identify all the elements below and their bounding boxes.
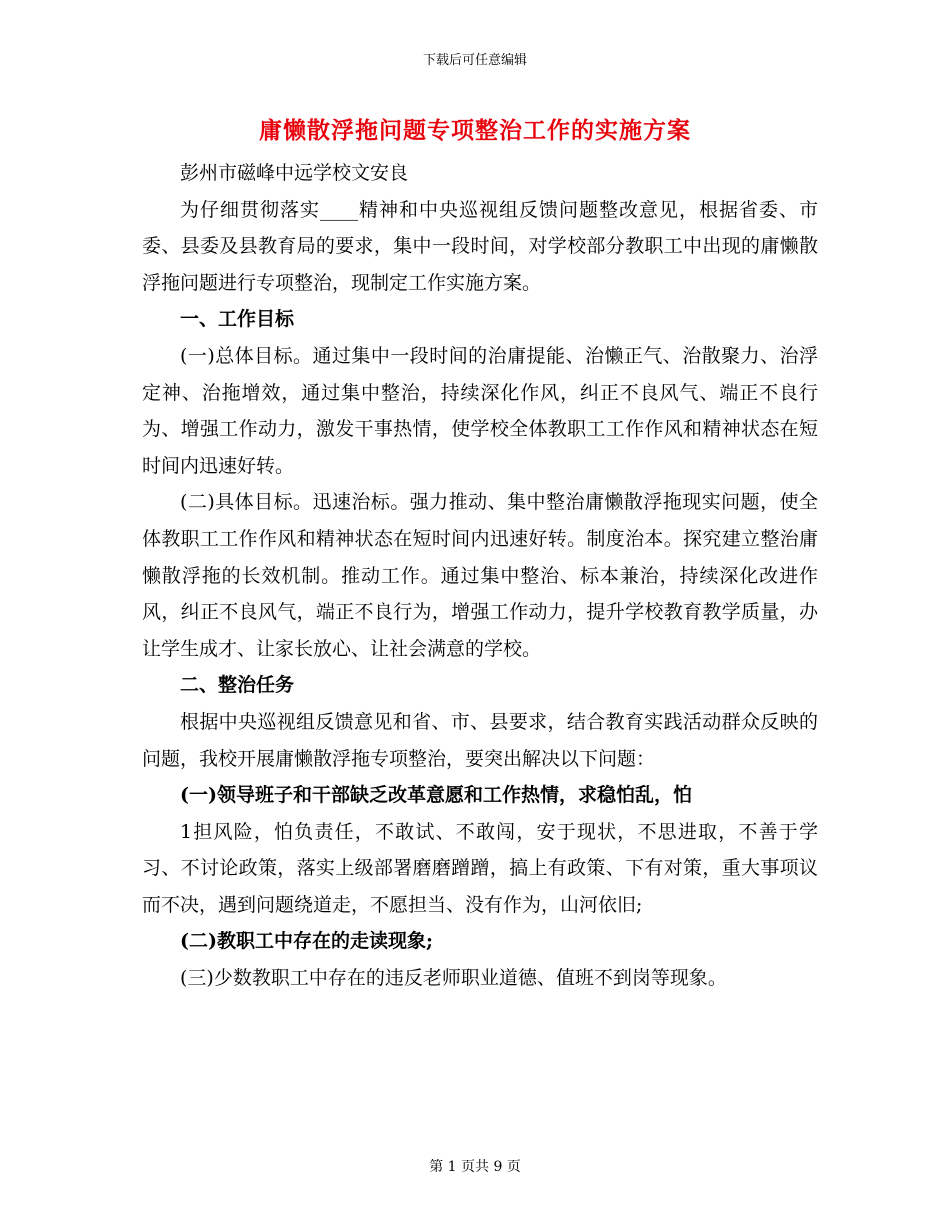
paragraph-specific-goal: (二)具体目标。迅速治标。强力推动、集中整治庸懒散浮拖现实问题，使全体教职工工作作风和精神状态在短时间内迅速好转。制度治本。探究建立整治庸懒散浮拖的长效机制。推动工作。通过集中整治、标本兼治，持续深化改进作风，纠正不良风气，端正不良行为，增强工作动力，提升学校教育教学质量，办让学生成才、让家长放心、让社会满意的学校。 [142, 491, 818, 660]
paragraph-overall-goal: (一)总体目标。通过集中一段时间的治庸提能、治懒正气、治散聚力、治浮定神、治拖增效，通过集中整治，持续深化作风，纠正不良风气、端正不良行为、增强工作动力，激发干事热情，使学校全体教职工工作作风和精神状态在短时间内迅速好转。 [142, 344, 818, 477]
page-number: 第 1 页共 9 页 [429, 1159, 521, 1175]
page-header-note: 下载后可任意编辑 [422, 53, 527, 68]
task-item-2: (二)教职工中存在的走读现象; [180, 930, 433, 953]
paragraph-tasks-intro: 根据中央巡视组反馈意见和省、市、县要求，结合教育实践活动群众反映的问题，我校开展庸懒散浮拖专项整治，要突出解决以下问题： [142, 710, 818, 770]
task-item-3: (三)少数教职工中存在的违反老师职业道德、值班不到岗等现象。 [180, 967, 727, 990]
intro-paragraph: 为仔细贯彻落实____精神和中央巡视组反馈问题整改意见，根据省委、市委、县委及县教育局的要求，集中一段时间，对学校部分教职工中出现的庸懒散浮拖问题进行专项整治，现制定工作实施方案。 [142, 198, 818, 294]
document-title: 庸懒散浮拖问题专项整治工作的实施方案 [259, 117, 691, 144]
task-item-1-body: 1担风险，怕负责任，不敢试、不敢闯，安于现状，不思进取，不善于学习、不讨论政策，落实上级部署磨磨蹭蹭，搞上有政策、下有对策，重大事项议而不决，遇到问题绕道走，不愿担当、没有作为，山河依旧; [142, 820, 818, 916]
author-line: 彭州市磁峰中远学校文安良 [180, 162, 409, 184]
section-heading-tasks: 二、整治任务 [180, 674, 295, 697]
document-body [142, 155, 818, 997]
task-item-1-heading: (一)领导班子和干部缺乏改革意愿和工作热情，求稳怕乱，怕 [180, 784, 692, 807]
section-heading-goals: 一、工作目标 [180, 308, 295, 331]
